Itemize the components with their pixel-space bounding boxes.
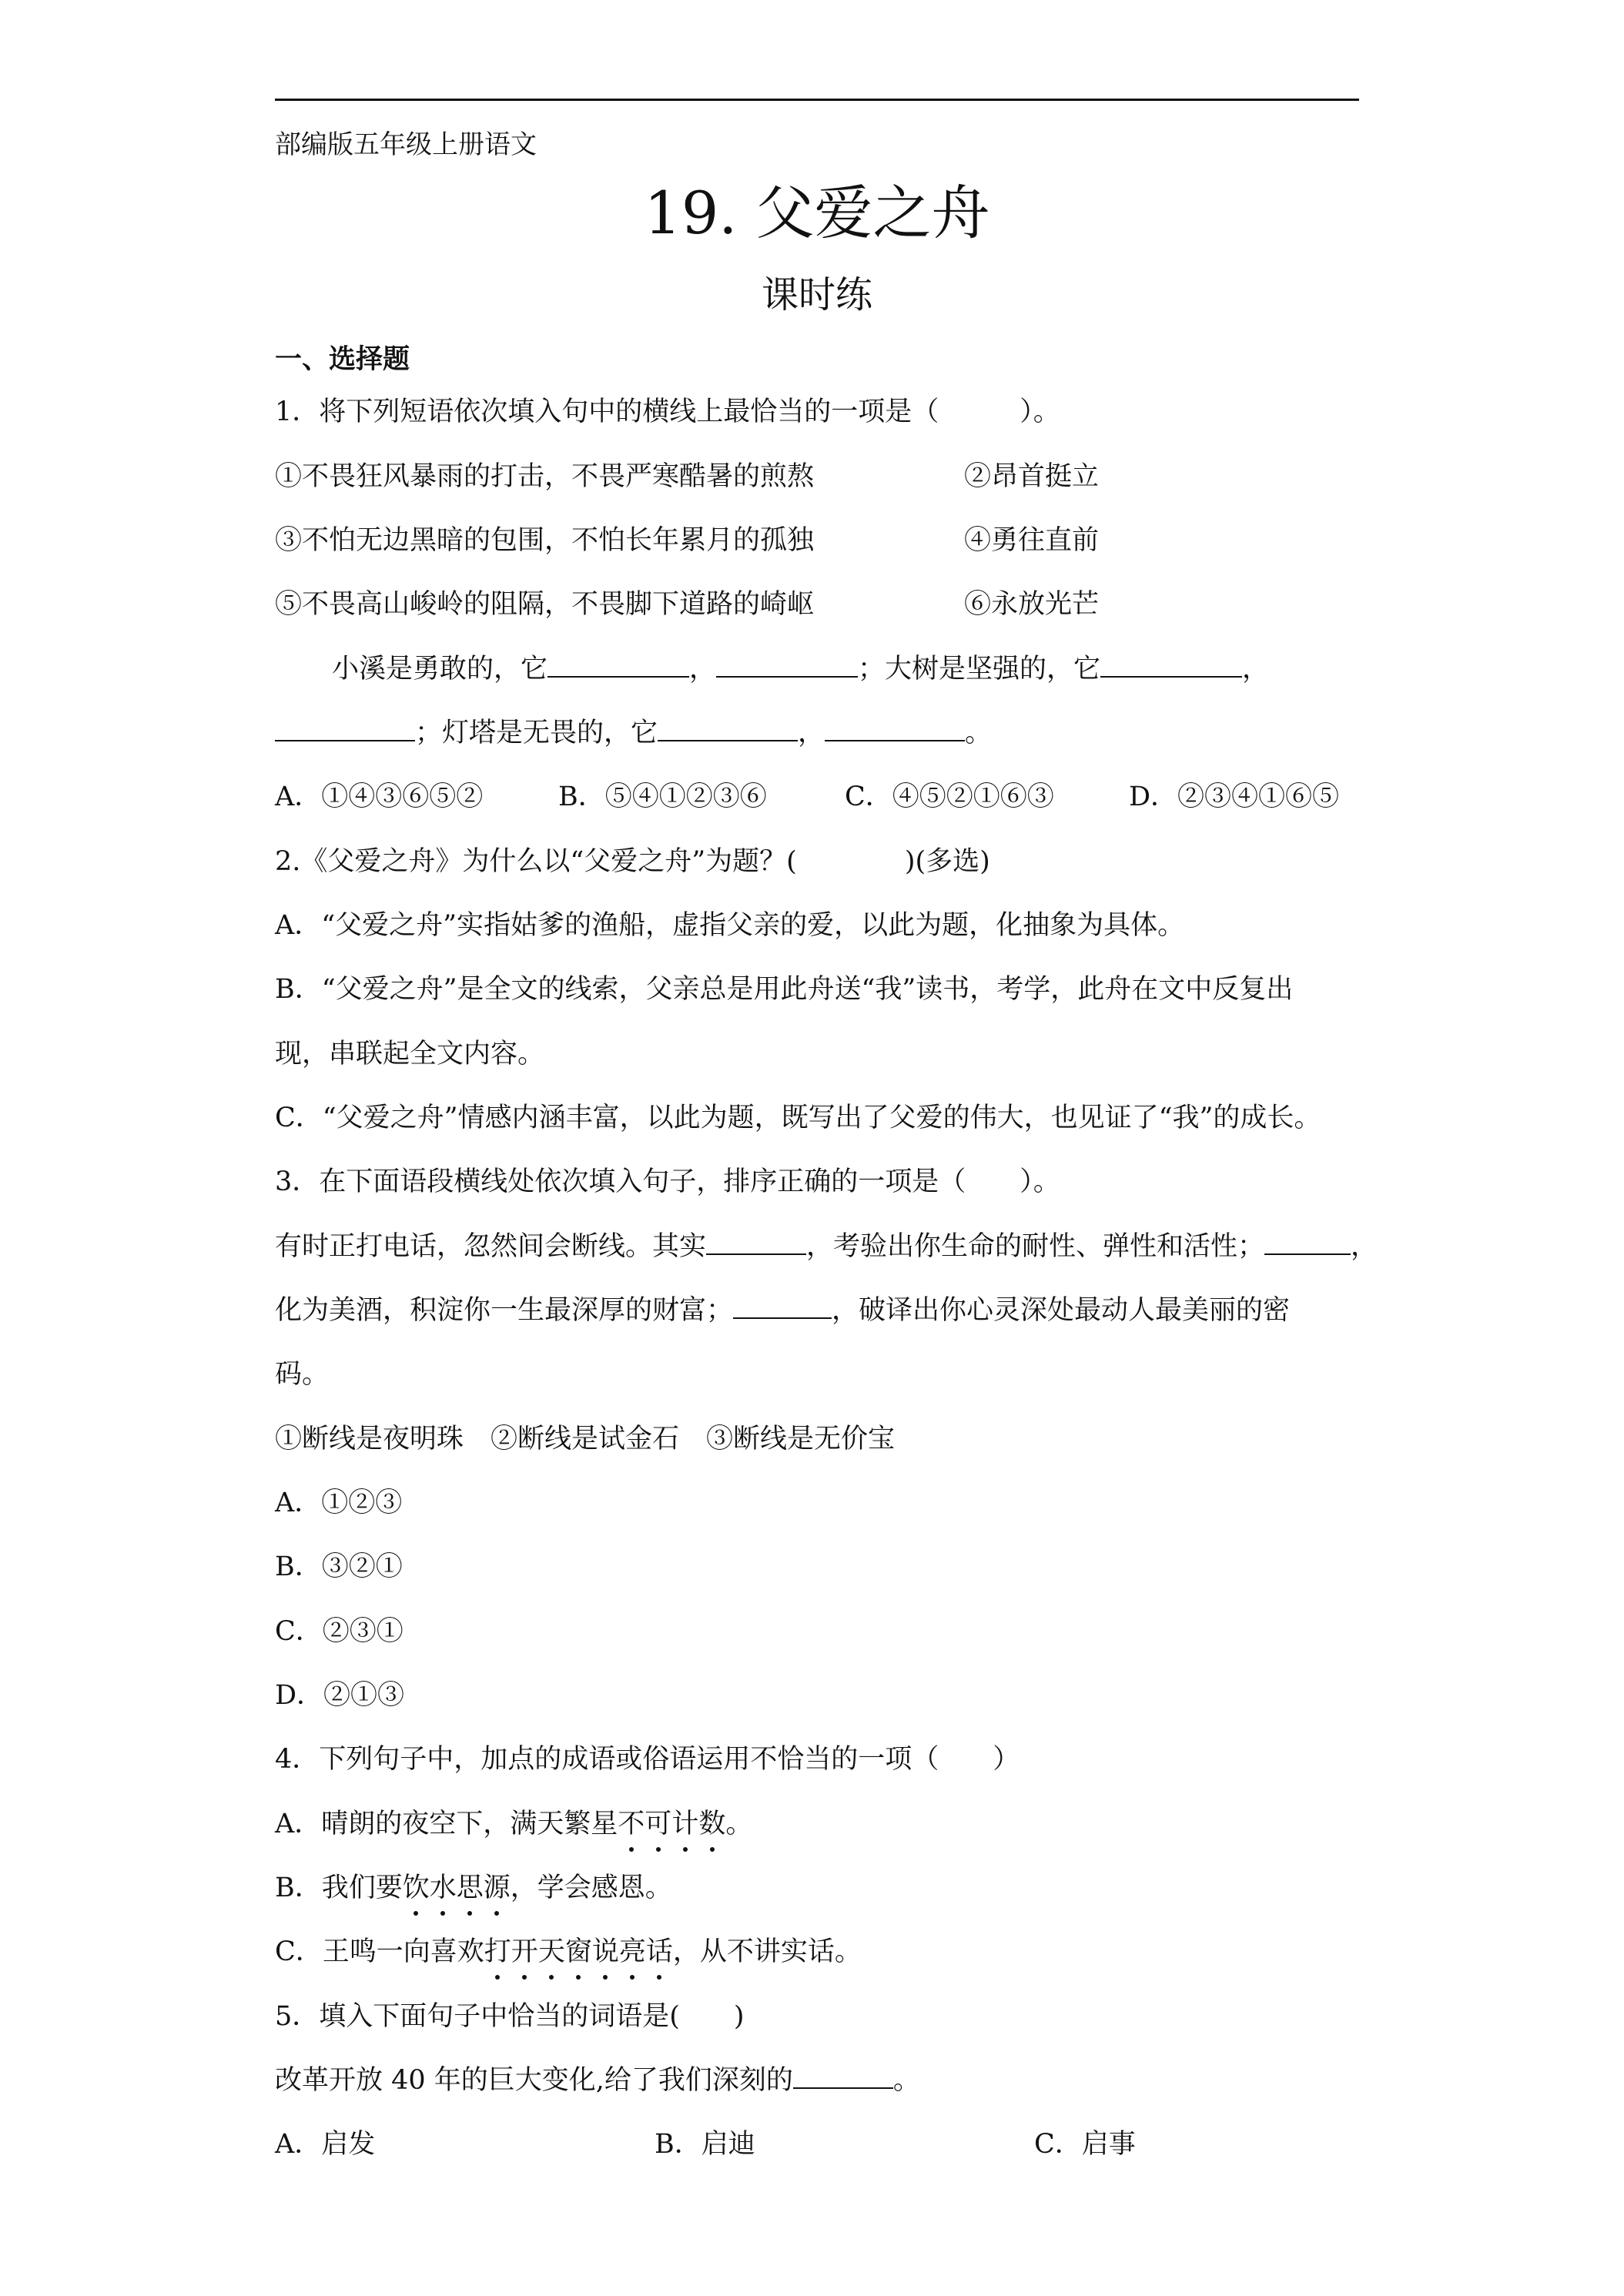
emphasis-char: 天: [537, 1936, 565, 1967]
emphasis-char: 水: [429, 1873, 457, 1903]
emphasis-char: 可: [645, 1809, 672, 1839]
q5-sentence-text: 。: [892, 2065, 920, 2096]
q4-option-text: 。: [725, 1809, 753, 1839]
q1-option-a[interactable]: A．①④③⑥⑤②: [275, 782, 484, 812]
course-label: 部编版五年级上册语文: [275, 129, 537, 160]
section-title-choice: 一、选择题: [275, 343, 410, 375]
emphasis-char: 数: [698, 1809, 726, 1839]
q1-phrase-3: ③不怕无边黑暗的包围，不怕长年累月的孤独: [275, 525, 815, 556]
answer-blank[interactable]: [706, 1253, 806, 1255]
header-rule: [275, 99, 1359, 101]
q5-option-b[interactable]: B．启迪: [655, 2129, 755, 2160]
q4-option-text: ，学会感恩。: [510, 1873, 672, 1903]
q1-option-c[interactable]: C．④⑤②①⑥③: [845, 782, 1054, 812]
q4-stem: 4．下列句子中，加点的成语或俗语运用不恰当的一项（ ）: [275, 1744, 1020, 1775]
q1-phrase-6: ⑥永放光芒: [964, 589, 1100, 620]
q1-phrase-1: ①不畏狂风暴雨的打击，不畏严寒酷暑的煎熬: [275, 461, 815, 492]
answer-blank[interactable]: [1264, 1253, 1351, 1255]
q1-passage-text: ；灯塔是无畏的，它: [415, 718, 658, 748]
answer-blank[interactable]: [793, 2087, 893, 2089]
q3-option-a[interactable]: A．①②③: [275, 1488, 403, 1518]
q3-passage-line-2: [275, 1294, 1290, 1327]
emphasis-char: 饮: [402, 1873, 430, 1903]
answer-blank[interactable]: [547, 675, 689, 678]
q3-passage-text: 化为美酒，积淀你一生最深厚的财富；: [275, 1295, 734, 1326]
q2-option-c[interactable]: C．“父爱之舟”情感内涵丰富，以此为题，既写出了父爱的伟大，也见证了“我”的成长。: [275, 1103, 1321, 1133]
q1-passage-line-2: [275, 716, 992, 750]
q5-sentence-text: 改革开放 40 年的巨大变化,给了我们深刻的: [275, 2065, 793, 2096]
q1-passage-text: 小溪是勇敢的，它: [332, 654, 548, 684]
q1-stem: 1．将下列短语依次填入句中的横线上最恰当的一项是（ ）。: [275, 397, 1060, 427]
q1-passage-text: ，: [1242, 654, 1270, 684]
q3-option-b[interactable]: B．③②①: [275, 1551, 403, 1582]
emphasis-char: 不: [618, 1809, 645, 1839]
q1-passage-text: ，: [798, 718, 825, 748]
emphasis-char: 开: [511, 1936, 538, 1967]
q5-sentence: [275, 2063, 920, 2097]
emphasis-char: 说: [591, 1936, 619, 1967]
emphasis-char: 打: [484, 1936, 511, 1967]
page-subtitle: 课时练: [761, 273, 872, 316]
q1-passage-text: 。: [965, 718, 993, 748]
q3-stem: 3．在下面语段横线处依次填入句子，排序正确的一项是（ ）。: [275, 1166, 1060, 1197]
answer-blank[interactable]: [1100, 675, 1242, 678]
q1-passage-text: ，: [689, 654, 717, 684]
q3-option-d[interactable]: D．②①③: [275, 1680, 405, 1711]
q1-phrase-5: ⑤不畏高山峻岭的阻隔，不畏脚下道路的崎岖: [275, 589, 815, 620]
emphasis-char: 窗: [564, 1936, 592, 1967]
q1-passage-line-1: [332, 652, 1269, 686]
q3-passage-line-1: [275, 1230, 1378, 1263]
answer-blank[interactable]: [825, 739, 965, 741]
q3-passage-text: ，考验出你生命的耐性、弹性和活性；: [806, 1231, 1265, 1262]
q2-stem: 2.《父爱之舟》为什么以“父爱之舟”为题？( )(多选): [275, 846, 990, 877]
q2-option-a[interactable]: A．“父爱之舟”实指姑爹的渔船，虚指父亲的爱，以此为题，化抽象为具体。: [275, 910, 1185, 941]
emphasis-char: 源: [483, 1873, 511, 1903]
q3-passage-text: ，: [1351, 1231, 1378, 1262]
q1-option-d[interactable]: D．②③④①⑥⑤: [1129, 782, 1340, 812]
q1-option-b[interactable]: B．⑤④①②③⑥: [558, 782, 767, 812]
q2-option-b[interactable]: B．“父爱之舟”是全文的线索，父亲总是用此舟送“我”读书，考学，此舟在文中反复出: [275, 974, 1294, 1005]
q3-choices: ①断线是夜明珠 ②断线是试金石 ③断线是无价宝: [275, 1424, 896, 1454]
q4-option-a[interactable]: [275, 1807, 752, 1841]
q1-phrase-4: ④勇往直前: [964, 525, 1100, 556]
q3-passage-text: ，破译出你心灵深处最动人最美丽的密: [832, 1295, 1291, 1326]
q4-option-text: A．晴朗的夜空下，满天繁星: [275, 1809, 618, 1839]
q3-passage-line-3: 码。: [275, 1359, 330, 1390]
q4-option-text: ，从不讲实话。: [672, 1936, 862, 1967]
answer-blank[interactable]: [733, 1317, 832, 1319]
q1-passage-text: ；大树是坚强的，它: [858, 654, 1101, 684]
q3-passage-text: 有时正打电话，忽然间会断线。其实: [275, 1231, 707, 1262]
q5-stem: 5．填入下面句子中恰当的词语是( ): [275, 2001, 745, 2032]
q4-option-c[interactable]: [275, 1935, 862, 1969]
q1-phrase-2: ②昂首挺立: [964, 461, 1100, 492]
answer-blank[interactable]: [658, 739, 798, 741]
emphasis-char: 亮: [618, 1936, 646, 1967]
q2-option-b-cont[interactable]: 现，串联起全文内容。: [275, 1039, 545, 1069]
answer-blank[interactable]: [716, 675, 858, 678]
q4-option-b[interactable]: [275, 1871, 672, 1905]
emphasis-char: 计: [671, 1809, 699, 1839]
emphasis-char: 思: [456, 1873, 484, 1903]
q4-option-text: C．王鸣一向喜欢: [275, 1936, 484, 1967]
emphasis-char: 话: [645, 1936, 673, 1967]
q5-option-c[interactable]: C．启事: [1034, 2129, 1136, 2160]
page-title: 19. 父爱之舟: [644, 179, 990, 247]
q5-option-a[interactable]: A．启发: [275, 2129, 376, 2160]
q3-option-c[interactable]: C．②③①: [275, 1616, 403, 1647]
answer-blank[interactable]: [275, 739, 415, 741]
q4-option-text: B．我们要: [275, 1873, 403, 1903]
